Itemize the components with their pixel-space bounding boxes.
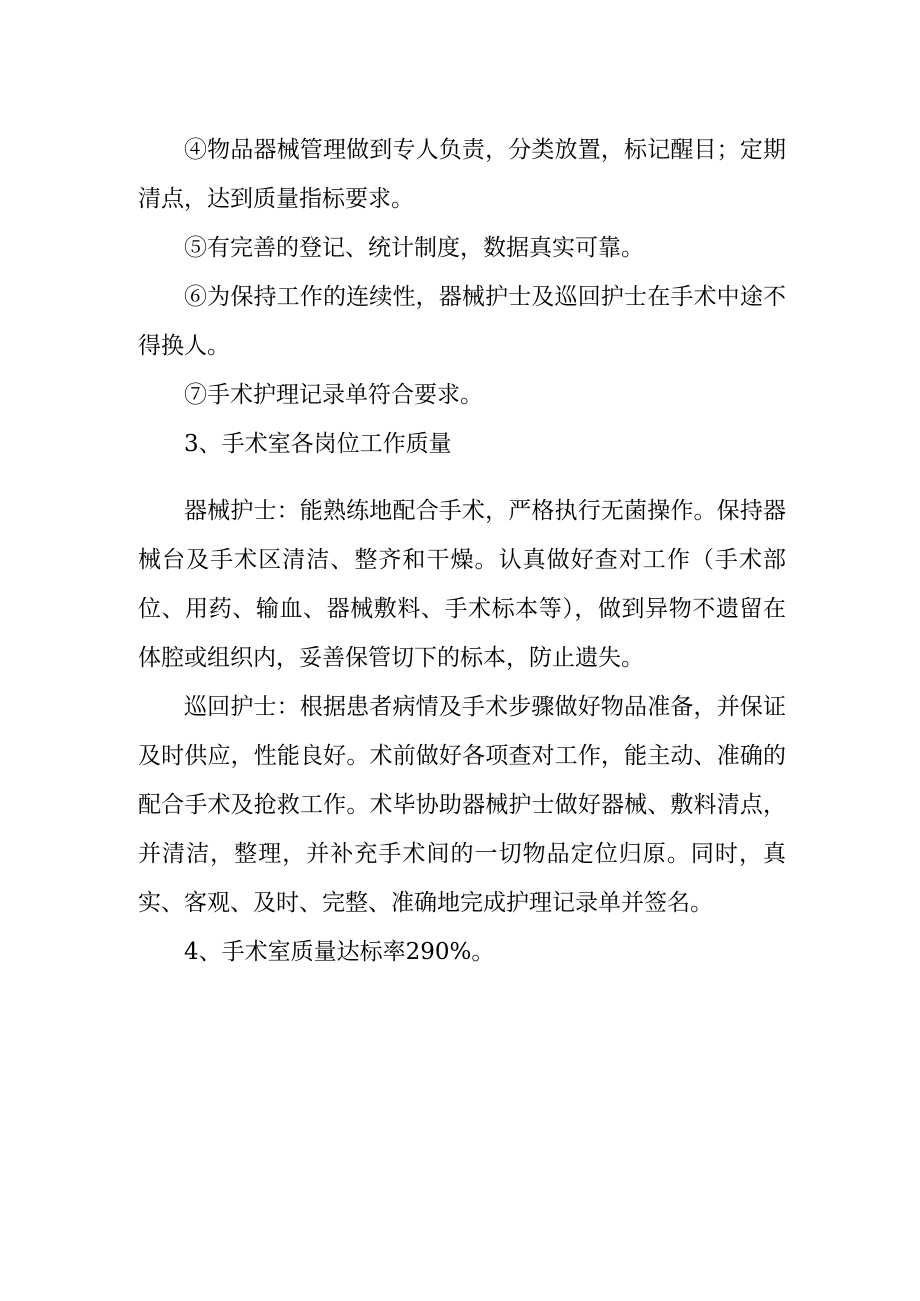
- paragraph-item-5: ⑤有完善的登记、统计制度，数据真实可靠。: [184, 235, 644, 261]
- paragraph-item-7: ⑦手术护理记录单符合要求。: [184, 382, 483, 408]
- document-body: [138, 126, 786, 977]
- paragraph-item-6: ⑥为保持工作的连续性，器械护士及巡回护士在手术中途不得换人。: [138, 284, 786, 359]
- section-heading-3: 3、手术室各岗位工作质量: [184, 431, 452, 457]
- paragraph-item-4: ④物品器械管理做到专人负责，分类放置，标记醒目；定期清点，达到质量指标要求。: [138, 137, 786, 212]
- section-heading-4: 4、手术室质量达标率290%。: [184, 939, 495, 965]
- paragraph-instrument-nurse: 器械护士：能熟练地配合手术，严格执行无菌操作。保持器械台及手术区清洁、整齐和干燥。认真做好查对工作（手术部位、用药、输血、器械敷料、手术标本等），做到异物不遗留在体腔或组织内，妥善保管切下的标本，防止遗失。: [138, 498, 786, 671]
- paragraph-circulating-nurse: 巡回护士：根据患者病情及手术步骤做好物品准备，并保证及时供应，性能良好。术前做好各项查对工作，能主动、准确的配合手术及抢救工作。术毕协助器械护士做好器械、敷料清点，并清洁，整理，并补充手术间的一切物品定位归原。同时，真实、客观、及时、完整、准确地完成护理记录单并签名。: [138, 694, 786, 916]
